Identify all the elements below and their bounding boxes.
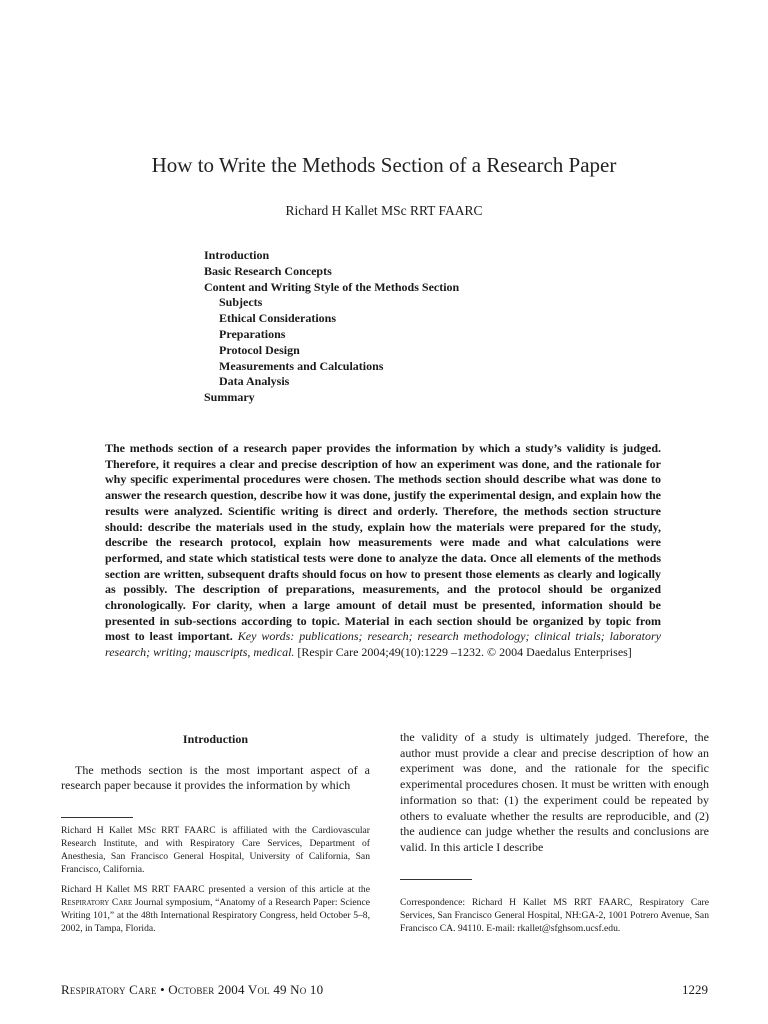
paper-title: How to Write the Methods Section of a Research Paper <box>151 153 617 177</box>
introduction-paragraph: The methods section is the most important aspect of a research paper because it provides the information by which <box>61 762 370 793</box>
abstract-text: The methods section of a research paper provides the information by which a study’s validity is judged. Therefore, it requires a clear and precise description of how an experiment was done, and the rationale for why specific experimental procedures were chosen. The methods section should describe what was done to answer the research question, describe how it was done, justify the experimental design, and explain how the results were analyzed. Scientific writing is direct and orderly. Therefore, the methods section structure should: describe the materials used in the study, explain how the materials were prepared for the study, describe the research protocol, explain how measurements were made and what calculations were performed, and state which statistical tests were done to analyze the data. Once all elements of the methods section are written, subsequent drafts should focus on how to present those elements as clearly and logically as possibly. The description of preparations, measurements, and the protocol should be organized chronologically. For clarity, when a large amount of detail must be presented, information should be presented in sub-sections according to topic. Material in each section should be organized by topic from most to least important. <box>105 441 661 644</box>
toc-subitem: Preparations <box>219 326 286 341</box>
footnote-presentation-text: Journal symposium, “Anatomy of a Research Paper: Science Writing 101,” at the 48th International Respiratory Congress, held October 5–8, 2002, in Tampa, Florida. <box>61 897 370 934</box>
toc-item: Summary <box>204 390 255 405</box>
left-column <box>61 730 370 794</box>
footnote-presentation-text: Richard H Kallet MS RRT FAARC presented a version of this article at the <box>61 884 370 895</box>
journal-name: Respiratory Care <box>61 897 133 908</box>
abstract-citation: [Respir Care 2004;49(10):1229 –1232. © 2004 Daedalus Enterprises] <box>297 645 632 660</box>
toc-item: Introduction <box>204 248 270 262</box>
footnote-divider <box>61 817 133 818</box>
footnote-affiliation: Richard H Kallet MSc RRT FAARC is affiliated with the Cardiovascular Research Institute, and with Respiratory Care Services, Department of Anesthesia, San Francisco General Hospital, University of California, San Francisco, California. <box>61 825 370 875</box>
toc-item: Content and Writing Style of the Methods Section <box>204 279 460 294</box>
toc-subitem: Measurements and Calculations <box>219 358 384 373</box>
toc-item: Basic Research Concepts <box>204 263 332 278</box>
author-line: Richard H Kallet MSc RRT FAARC <box>285 203 483 218</box>
page-number: 1229 <box>682 982 708 997</box>
footnote-divider <box>400 879 472 880</box>
table-of-contents <box>204 248 459 406</box>
toc-subitem: Protocol Design <box>219 342 300 357</box>
journal-footer: Respiratory Care • October 2004 Vol 49 No 10 <box>61 982 324 997</box>
toc-subitem: Ethical Considerations <box>219 311 337 326</box>
toc-subitem: Subjects <box>219 295 263 310</box>
footnote-correspondence: Correspondence: Richard H Kallet MS RRT FAARC, Respiratory Care Services, San Francisco General Hospital, NH:GA-2, 1001 Potrero Avenue, San Francisco CA. 94110. E-mail: rkallet@sfghsom.ucsf.edu. <box>400 897 709 934</box>
toc-subitem: Data Analysis <box>219 374 290 389</box>
abstract-keywords: Key words: publications; research; research methodology; clinical trials; laboratory research; writing; mauscripts, medical. <box>105 629 662 660</box>
right-column <box>400 730 709 856</box>
footnote-presentation <box>61 883 370 935</box>
abstract <box>105 441 661 661</box>
section-heading-introduction: Introduction <box>182 732 249 746</box>
introduction-paragraph-continued: the validity of a study is ultimately judged. Therefore, the author must provide a clear and precise description of how an experiment was done, and the rationale for the specific experimental procedures chosen. It must be written with enough information so that: (1) the experiment could be repeated by others to evaluate whether the results are reproducible, and (2) the audience can judge whether the results and conclusions are valid. In this article I describe <box>400 730 709 854</box>
